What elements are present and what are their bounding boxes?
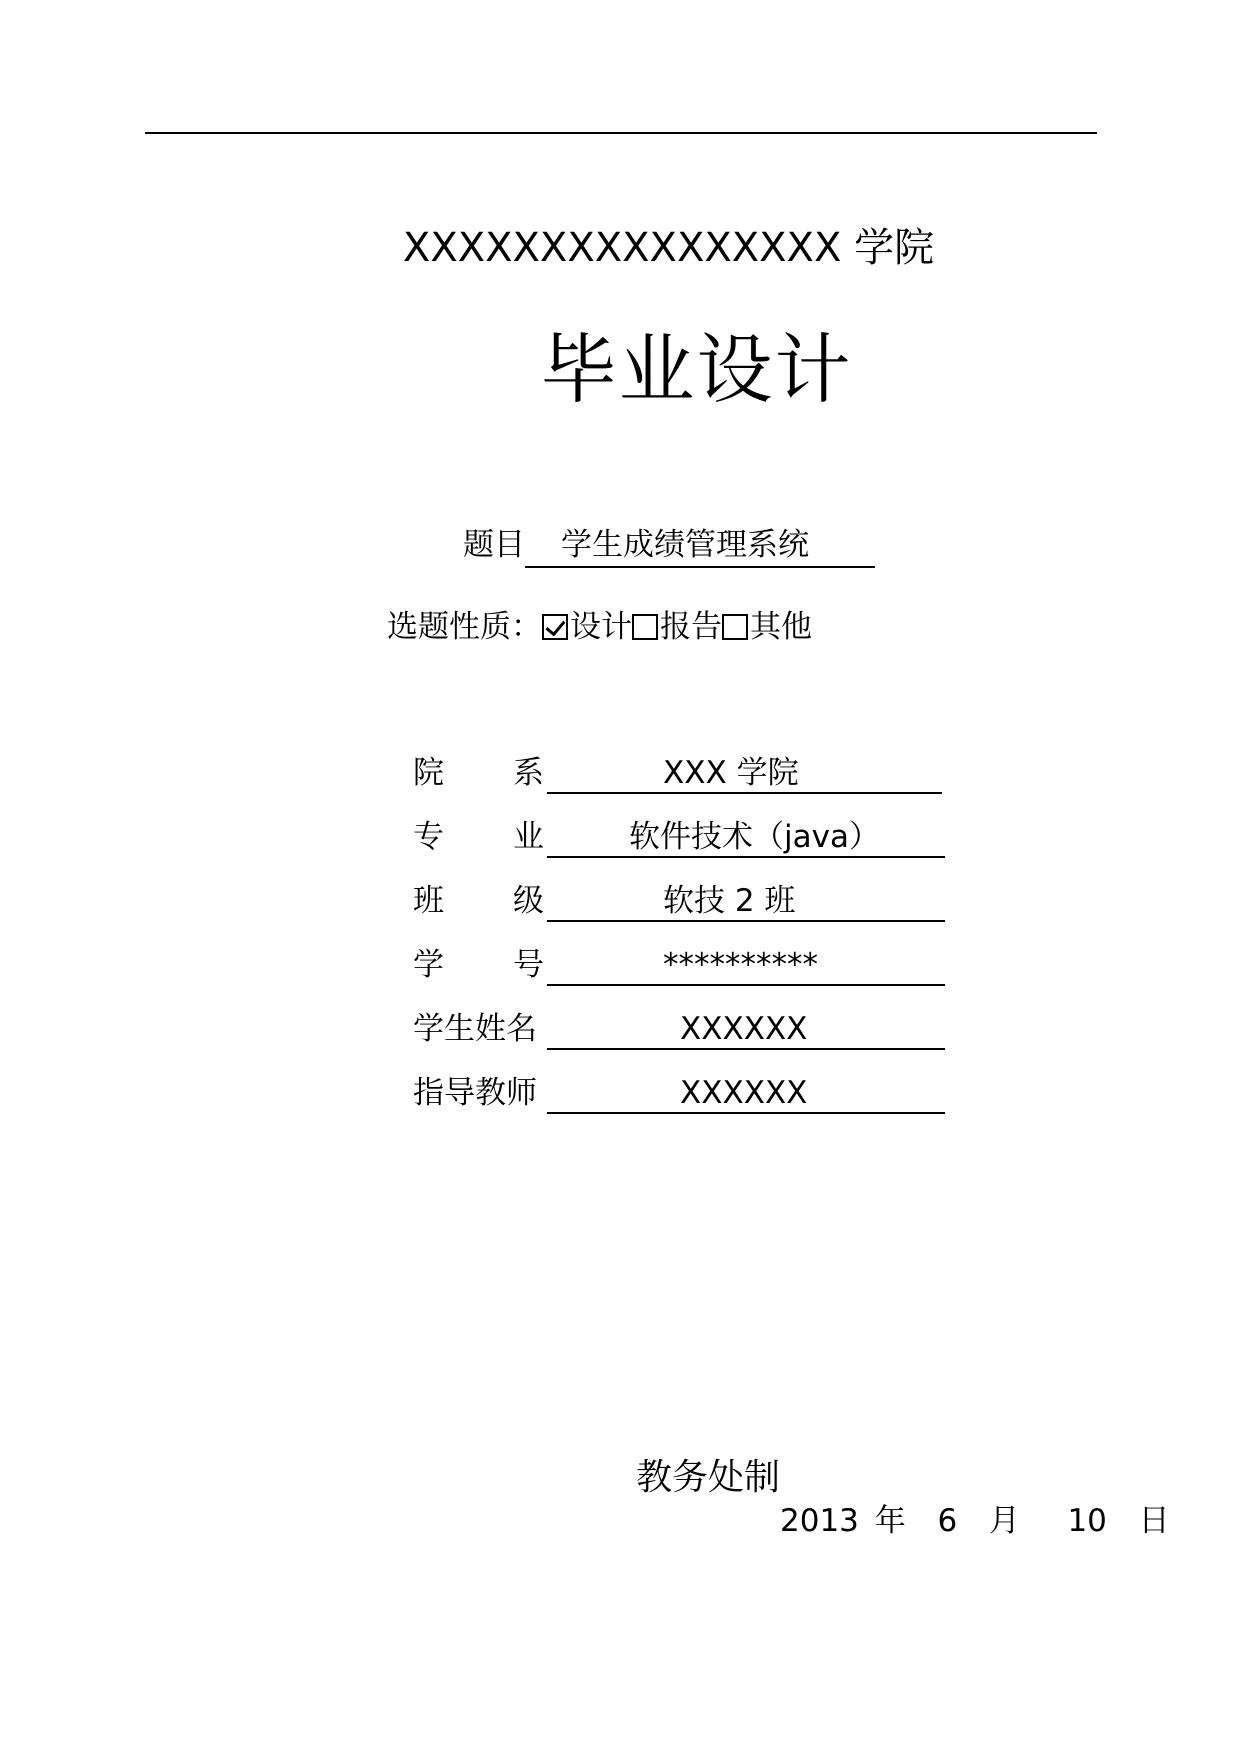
field-value: XXXXXX — [547, 1008, 945, 1050]
checkbox-checked-icon — [542, 614, 568, 640]
document-title: 毕业设计 — [540, 325, 853, 414]
field-label: 学生姓名 — [413, 1011, 537, 1047]
issue-date: 2013 年 6 月 10 日 — [780, 1503, 1170, 1539]
field-value: XXX 学院 — [547, 752, 942, 794]
college-title: XXXXXXXXXXXXXXXX 学院 — [402, 225, 935, 271]
field-value: XXXXXX — [547, 1072, 945, 1114]
topic-value: 学生成绩管理系统 — [525, 524, 875, 568]
field-label: 专 业 — [413, 819, 544, 855]
field-label: 学 号 — [413, 947, 544, 983]
issuer: 教务处制 — [636, 1457, 781, 1498]
field-value: ********** — [547, 944, 945, 986]
option-design-label: 设计 — [570, 609, 632, 645]
topic-line — [463, 524, 875, 568]
field-value: 软件技术（java） — [547, 816, 945, 858]
field-label: 院 系 — [413, 755, 544, 791]
checkbox-empty-icon — [632, 614, 658, 640]
option-other-label: 其他 — [750, 609, 812, 645]
topic-nature — [387, 606, 812, 648]
field-advisor — [413, 1072, 945, 1114]
field-department — [413, 752, 942, 794]
field-label: 指导教师 — [413, 1075, 537, 1111]
checkbox-empty-icon — [722, 614, 748, 640]
field-student-name — [413, 1008, 945, 1050]
nature-label: 选题性质： — [387, 609, 542, 645]
field-label: 班 级 — [413, 883, 544, 919]
field-class — [413, 880, 945, 922]
topic-label: 题目 — [463, 527, 525, 563]
field-major — [413, 816, 945, 858]
option-report-label: 报告 — [660, 609, 722, 645]
field-student-id — [413, 944, 945, 986]
header-rule — [145, 132, 1097, 134]
field-value: 软技 2 班 — [547, 880, 945, 922]
